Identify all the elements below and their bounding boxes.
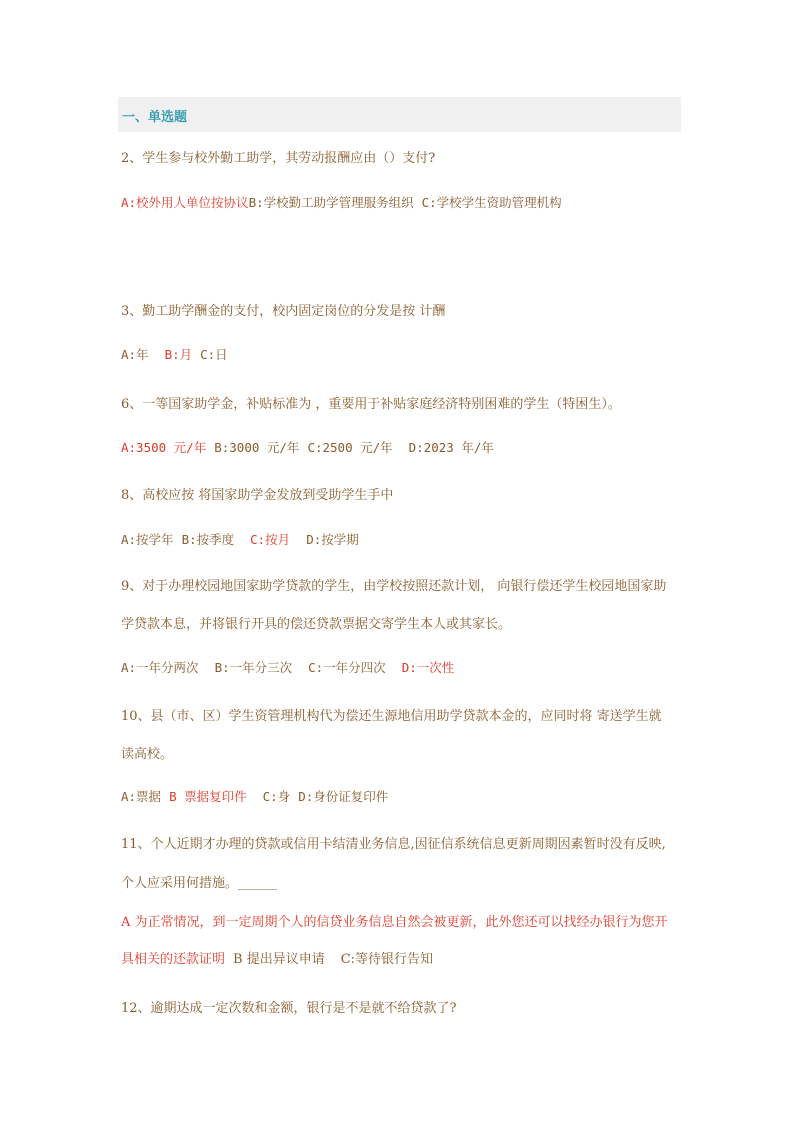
question-9-line1: 9、对于办理校园地国家助学贷款的学生，由学校按照还款计划， 向银行偿还学生校园地国家助 <box>121 579 667 594</box>
section-header <box>118 97 681 132</box>
question-3: 3、勤工助学酬金的支付，校内固定岗位的分发是按 计酬 <box>121 304 446 319</box>
option-9c: C:一年分四次 <box>308 660 386 675</box>
options-6 <box>121 439 494 457</box>
option-3a: A:年 <box>121 347 149 362</box>
option-9a: A:一年分两次 <box>121 660 199 675</box>
option-11a-correct-line1: A 为正常情况，到一定周期个人的信贷业务信息自然会被更新，此外您还可以找经办银行为您开 <box>121 915 668 930</box>
option-8b: B:按季度 <box>181 532 235 547</box>
question-12: 12、逾期达成一定次数和金额，银行是不是就不给贷款了? <box>121 1001 457 1016</box>
option-8c-correct: C:按月 <box>250 532 291 547</box>
options-11 <box>121 951 433 969</box>
question-8: 8、高校应按 将国家助学金发放到受助学生手中 <box>121 488 394 503</box>
options-2 <box>121 194 562 212</box>
question-2: 2、学生参与校外勤工助学，其劳动报酬应由（）支付? <box>121 151 436 166</box>
option-11c: C:等待银行告知 <box>340 952 434 967</box>
question-10-line1: 10、县（市、区）学生资管理机构代为偿还生源地信用助学贷款本金的，应同时将 寄送学生就 <box>121 709 662 724</box>
option-2a-correct: A:校外用人单位按协议 <box>121 195 249 210</box>
options-9 <box>121 659 454 677</box>
option-9d-correct: D:一次性 <box>401 660 455 675</box>
options-8 <box>121 531 359 549</box>
option-8d: D:按学期 <box>306 532 359 547</box>
option-3c: C:日 <box>200 347 228 362</box>
option-9b: B:一年分三次 <box>214 660 293 675</box>
option-10b-correct: B 票据复印件 <box>169 789 247 804</box>
options-3 <box>121 346 228 364</box>
question-9-line2: 学贷款本息，并将银行开具的偿还贷款票据交寄学生本人或其家长。 <box>121 617 512 632</box>
option-6d: D:2023 年/年 <box>408 440 494 455</box>
options-10 <box>121 788 388 806</box>
option-6b: B:3000 元/年 <box>214 440 300 455</box>
section-title: 一、单选题 <box>122 110 188 125</box>
question-10-line2: 读高校。 <box>121 747 174 762</box>
option-10d: D:身份证复印件 <box>298 789 389 804</box>
option-10a: A:票据 <box>121 789 162 804</box>
option-11b: B 提出异议申请 <box>233 952 325 967</box>
option-10c: C:身 <box>262 789 291 804</box>
option-6a-correct: A:3500 元/年 <box>121 440 207 455</box>
question-6: 6、一等国家助学金，补贴标准为 ，重要用于补贴家庭经济特别困难的学生（特困生）。 <box>121 397 621 412</box>
option-6c: C:2500 元/年 <box>307 440 393 455</box>
option-3b-correct: B:月 <box>164 347 193 362</box>
option-8a: A:按学年 <box>121 532 174 547</box>
option-11a-correct-line2: 具相关的还款证明 <box>121 952 226 967</box>
option-2c: C:学校学生资助管理机构 <box>421 195 562 210</box>
option-2b: B:学校勤工助学管理服务组织 <box>248 195 414 210</box>
question-11-line1: 11、个人近期才办理的贷款或信用卡结清业务信息,因征信系统信息更新周期因素暂时没有反映, <box>121 837 666 852</box>
question-11-line2: 个人应采用何措施。______ <box>121 876 278 891</box>
